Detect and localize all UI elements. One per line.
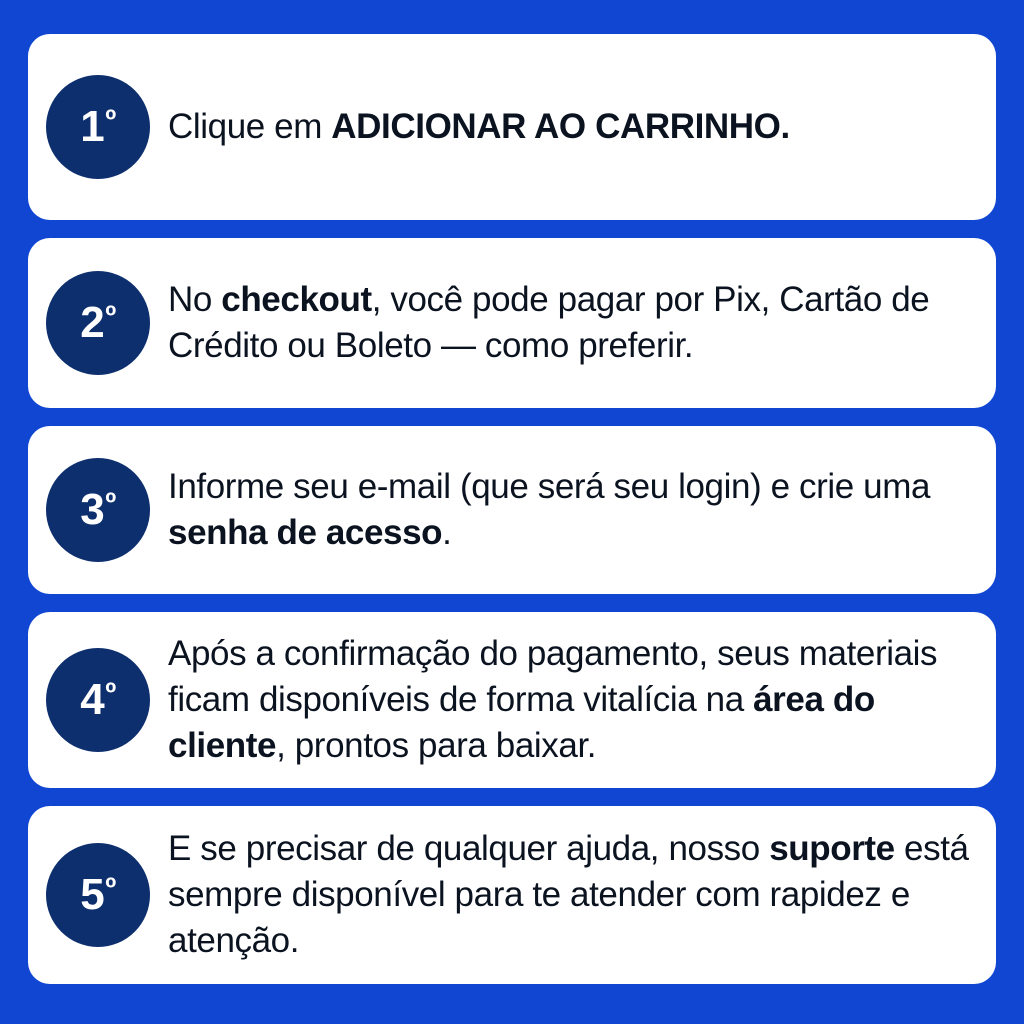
step-card-5 — [28, 806, 996, 984]
step-card-1 — [28, 34, 996, 220]
step-text-1 — [168, 104, 970, 150]
step-badge-suffix-4: º — [105, 677, 116, 710]
step-text-segment-bold: checkout — [221, 279, 372, 319]
step-card-2 — [28, 238, 996, 408]
step-text-segment-bold: senha de acesso — [168, 513, 443, 552]
step-text-segment: E se precisar de qualquer ajuda, nosso — [168, 828, 770, 868]
step-text-segment: está sempre disponível para te atender com rapidez e atenção. — [168, 828, 969, 961]
step-text-segment-bold: suporte — [769, 828, 895, 868]
step-badge-5 — [46, 843, 150, 947]
step-badge-suffix-2: º — [105, 300, 116, 333]
step-text-5 — [168, 826, 970, 965]
step-text-3 — [168, 464, 970, 556]
step-text-segment: , você pode pagar por Pix, Cartão de Crédito ou Boleto — como preferir. — [168, 279, 930, 365]
step-badge-4 — [46, 648, 150, 752]
step-text-segment: Informe seu e-mail (que será seu login) e crie uma — [168, 466, 931, 506]
step-badge-number-1: 1 — [80, 102, 105, 151]
step-text-segment: . — [442, 513, 452, 552]
step-text-segment: No — [168, 279, 222, 319]
step-card-4 — [28, 612, 996, 788]
step-text-segment-bold: área do cliente — [168, 679, 875, 766]
step-badge-1 — [46, 75, 150, 179]
step-text-2 — [168, 277, 970, 369]
step-badge-suffix-5: º — [105, 872, 116, 905]
step-badge-number-3: 3 — [80, 485, 105, 534]
step-badge-number-5: 5 — [80, 870, 105, 919]
step-badge-suffix-3: º — [105, 487, 116, 520]
step-badge-number-4: 4 — [80, 675, 105, 724]
step-badge-3 — [46, 458, 150, 562]
step-text-segment: Após a confirmação do pagamento, seus materiais ficam disponíveis de forma vitalícia na — [168, 633, 938, 719]
step-badge-number-2: 2 — [80, 298, 105, 347]
step-badge-2 — [46, 271, 150, 375]
step-text-4 — [168, 631, 970, 770]
step-text-segment-bold: ADICIONAR AO CARRINHO. — [331, 106, 790, 146]
step-text-segment: , prontos para baixar. — [276, 726, 597, 766]
step-badge-suffix-1: º — [105, 104, 116, 137]
step-text-segment: Clique em — [168, 106, 332, 146]
step-card-3 — [28, 426, 996, 594]
